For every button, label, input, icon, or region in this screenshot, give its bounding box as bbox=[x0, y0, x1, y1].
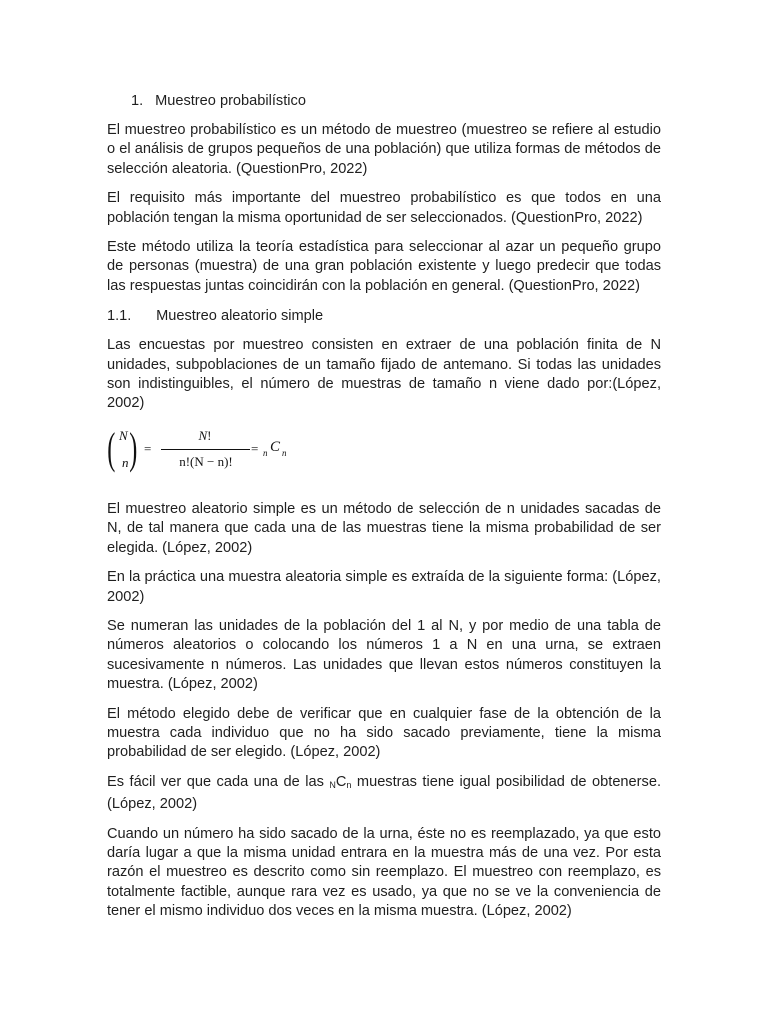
numerator-factorial: ! bbox=[207, 427, 212, 443]
result-left-subscript: n bbox=[263, 447, 268, 458]
fraction-numerator bbox=[161, 428, 249, 444]
paragraph: El método elegido debe de verificar que en cualquier fase de la obtención de la muestra cada individuo que no ha sido sacado previamente, tiene la misma probabilidad de ser elegido. (López, 2002) bbox=[107, 705, 661, 761]
subsection-title: Muestreo aleatorio simple bbox=[156, 308, 324, 325]
section-number: 1. bbox=[131, 93, 144, 109]
subsection-heading-1-1 bbox=[107, 306, 661, 326]
paragraph: Las encuestas por muestreo consisten en extraer de una población finita de N unidades, subpoblaciones de un tamaño fijado de antemano. Si todas las unidades son indistinguibles, el número de muestras de tamaño n viene dado por:(López, 2002) bbox=[107, 337, 661, 412]
paragraph: El requisito más importante del muestreo probabilístico es que todos en una población tengan la misma oportunidad de ser seleccionados. (QuestionPro, 2022) bbox=[107, 190, 661, 226]
fraction-bar bbox=[161, 449, 250, 450]
paragraph: Cuando un número ha sido sacado de la urna, éste no es reemplazado, ya que esto daría lugar a que la misma unidad entrara en la muestra más de una vez. Por esta razón el muestreo es descrito como sin reemplazo. El muestreo con reemplazo, es totalmente factible, aunque rara vez es usado, ya que no se ve la conveniencia de tener el mismo individuo dos veces en la misma muestra. (López, 2002) bbox=[107, 825, 661, 920]
fraction-denominator: n!(N − n)! bbox=[179, 453, 233, 469]
section-title: Muestreo probabilístico bbox=[155, 93, 306, 109]
section-heading-1 bbox=[107, 91, 661, 111]
paragraph: El muestreo aleatorio simple es un método de selección de n unidades sacadas de N, de tal manera que cada una de las muestras tiene la misma probabilidad de ser elegida. (López, 2002) bbox=[107, 500, 661, 556]
text-before: Es fácil ver que cada una de las bbox=[107, 773, 330, 790]
binomial-bottom: n bbox=[122, 454, 129, 470]
equals-sign: = bbox=[144, 440, 152, 456]
subscript-left: N bbox=[329, 779, 336, 790]
result-letter: C bbox=[270, 438, 281, 455]
paragraph: Este método utiliza la teoría estadística para seleccionar al azar un pequeño grupo de personas (muestra) de una gran población existente y luego predecir que todas las respuestas juntas coincidirán con la población en general. (QuestionPro, 2022) bbox=[107, 239, 661, 294]
equals-sign-2: = bbox=[251, 440, 259, 456]
document-page bbox=[107, 91, 661, 932]
paragraph: El muestreo probabilístico es un método de muestreo (muestreo se refiere al estudio o el análisis de grupos pequeños de una población) que utiliza formas de métodos de selección aleatoria. (QuestionPro, 2022) bbox=[107, 122, 661, 177]
result-right-subscript: n bbox=[282, 447, 287, 458]
numerator-variable: N bbox=[198, 427, 208, 443]
combination-letter: C bbox=[335, 773, 347, 790]
binomial-top: N bbox=[119, 427, 128, 443]
right-paren: ) bbox=[129, 423, 138, 473]
text-after: muestras tiene igual posibilidad de obtenerse. (López, 2002) bbox=[107, 773, 661, 813]
paragraph: En la práctica una muestra aleatoria simple es extraída de la siguiente forma: (López, 2002) bbox=[107, 569, 661, 605]
subscript-right: n bbox=[346, 779, 352, 790]
paragraph-combinations bbox=[107, 773, 661, 815]
left-paren: ( bbox=[107, 423, 116, 473]
subsection-number: 1.1. bbox=[107, 308, 132, 325]
paragraph: Se numeran las unidades de la población del 1 al N, y por medio de una tabla de números aleatorios o colocando los números 1 a N en una urna, se extraen sucesivamente n números. Las unidades que llevan estos números constituyen la muestra. (López, 2002) bbox=[107, 617, 661, 693]
combination-formula bbox=[107, 424, 661, 486]
